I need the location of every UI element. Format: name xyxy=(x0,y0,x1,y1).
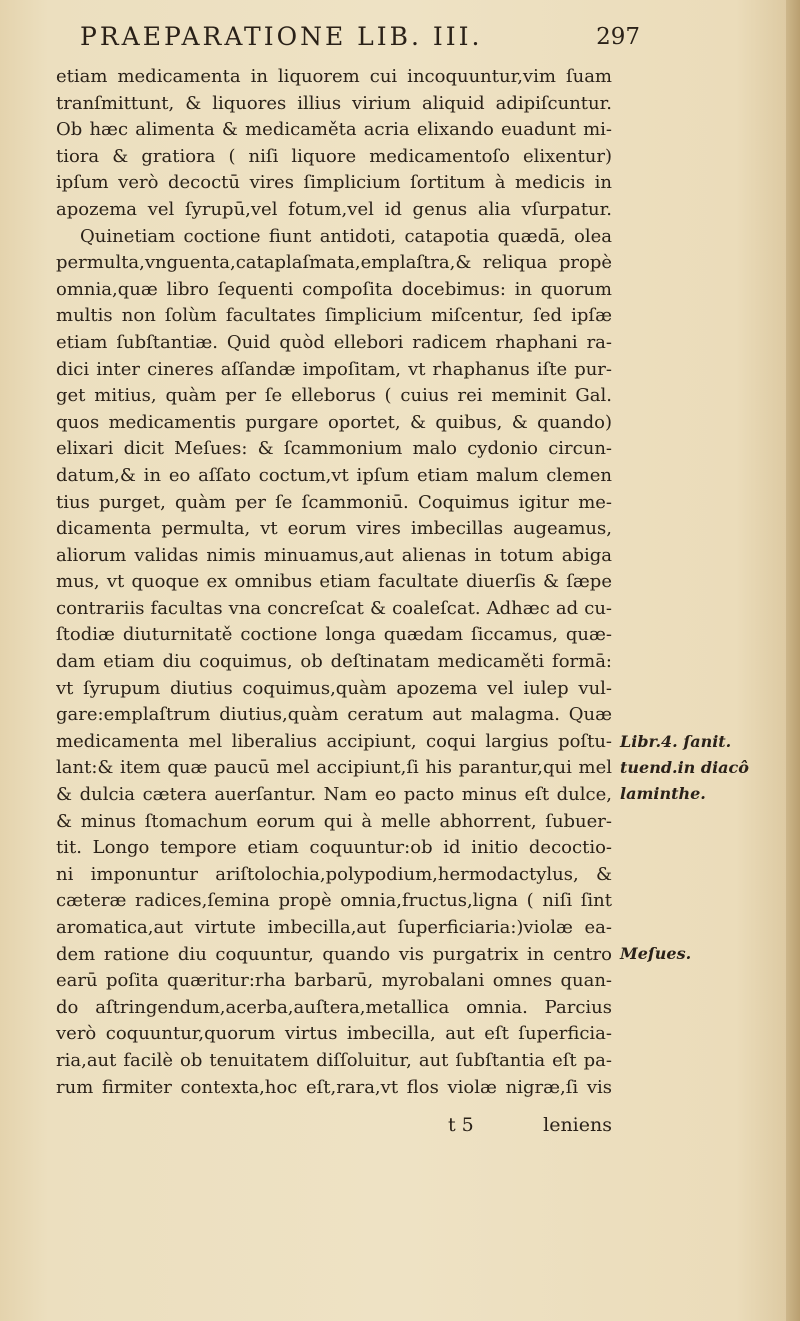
text-line: datum,& in eo aſſato coctum,vt ipſum etiam malum clemen xyxy=(56,464,612,486)
page-header xyxy=(80,22,640,56)
text-line: tit. Longo tempore etiam coquuntur:ob id initio decoctio- xyxy=(56,837,612,859)
text-line: dici inter cineres aſſandæ impoſitam, vt rhaphanus iſte pur- xyxy=(56,358,612,380)
text-line: lant:& item quæ paucū mel accipiunt,ſi his parantur,qui mel xyxy=(56,757,612,779)
text-line: mus, vt quoque ex omnibus etiam facultate diuerſis & ſæpe xyxy=(56,571,612,593)
signature-mark: t 5 xyxy=(448,1114,474,1136)
marginal-note-author: Meſues. xyxy=(620,944,692,963)
text-line: aromatica,aut virtute imbecilla,aut ſuperficiaria:)violæ ea- xyxy=(56,917,612,938)
marginal-note-reference: Libr.4. ſanit. xyxy=(620,732,732,751)
text-line: dem ratione diu coquuntur, quando vis purgatrix in centro xyxy=(56,943,612,965)
text-line: multis non ſolùm facultates ſimplicium miſcentur, ſed ipſæ xyxy=(56,305,612,327)
text-line: tranſmittunt, & liquores illius virium aliquid adipiſcuntur. xyxy=(56,92,612,114)
text-line: dicamenta permulta, vt eorum vires imbecillas augeamus, xyxy=(56,518,612,540)
text-line: ipſum verò decoctū vires ſimplicium ſortitum à medicis in xyxy=(56,172,612,194)
text-line: ſtodiæ diuturnitatě coctione longa quædam ſiccamus, quæ- xyxy=(56,624,612,646)
body-text xyxy=(56,64,612,1101)
catchword: leniens xyxy=(543,1114,612,1136)
text-line: & dulcia cætera auerſantur. Nam eo pacto minus eſt dulce, xyxy=(56,784,612,806)
marginal-note-reference: tuend.in diacô xyxy=(620,758,749,777)
page-footer xyxy=(56,1114,612,1141)
text-line: do aſtringendum,acerba,auſtera,metallica omnia. Parcius xyxy=(56,996,612,1018)
text-line: get mitius, quàm per ſe elleborus ( cuius rei meminit Gal. xyxy=(56,385,612,407)
text-line: cæteræ radices,ſemina propè omnia,fructus,ligna ( niſi ſint xyxy=(56,890,612,912)
text-line: gare:emplaſtrum diutius,quàm ceratum aut malagma. Quæ xyxy=(56,704,612,726)
text-line: elixari dicit Meſues: & ſcammonium malo cydonio circun- xyxy=(56,438,612,460)
text-line: apozema vel ſyrupū,vel fotum,vel id genus alia vſurpatur. xyxy=(56,198,612,220)
text-line: contrariis facultas vna concreſcat & coaleſcat. Adhæc ad cu- xyxy=(56,597,612,619)
marginal-note-reference: laminthe. xyxy=(620,784,706,803)
text-line: medicamenta mel liberalius accipiunt, coqui largius poſtu- xyxy=(56,730,612,752)
text-line: ni imponuntur ariſtolochia,polypodium,hermodactylus, & xyxy=(56,863,612,885)
text-line: earū poſita quæritur:rha barbarū, myrobalani omnes quan- xyxy=(56,970,612,992)
text-line: & minus ſtomachum eorum qui à melle abhorrent, ſubuer- xyxy=(56,810,612,832)
text-line: ria,aut facilè ob tenuitatem diſſoluitur, aut ſubſtantia eſt pa- xyxy=(56,1049,612,1071)
text-line: etiam medicamenta in liquorem cui incoquuntur,vim ſuam xyxy=(56,66,612,87)
text-line: dam etiam diu coquimus, ob deſtinatam medicaměti formā: xyxy=(56,651,612,673)
running-head: PRAEPARATIONE LIB. III. xyxy=(80,22,483,51)
page-number: 297 xyxy=(596,24,640,50)
text-line: omnia,quæ libro ſequenti compoſita docebimus: in quorum xyxy=(56,278,612,300)
text-line: quos medicamentis purgare oportet, & quibus, & quando) xyxy=(56,411,612,433)
text-line: rum firmiter contexta,hoc eſt,rara,vt flos violæ nigræ,ſi vis xyxy=(56,1076,612,1098)
text-line: tius purget, quàm per ſe ſcammoniū. Coquimus igitur me- xyxy=(56,491,612,513)
text-line: aliorum validas nimis minuamus,aut alienas in totum abiga xyxy=(56,544,612,566)
text-line: vt ſyrupum diutius coquimus,quàm apozema vel iulep vul- xyxy=(56,677,612,699)
text-line: Quinetiam coctione fiunt antidoti, catapotia quædā, olea xyxy=(80,225,612,247)
text-line: permulta,vnguenta,cataplaſmata,emplaſtra,& reliqua propè xyxy=(56,252,612,274)
text-line: tiora & gratiora ( niſi liquore medicamentoſo elixentur) xyxy=(56,145,612,167)
text-line: etiam ſubſtantiæ. Quid quòd ellebori radicem rhaphani ra- xyxy=(56,331,612,353)
text-line: Ob hæc alimenta & medicaměta acria elixando euadunt mi- xyxy=(56,119,612,141)
text-line: verò coquuntur,quorum virtus imbecilla, aut eſt ſuperficia- xyxy=(56,1023,612,1045)
marginal-notes xyxy=(620,64,795,1104)
